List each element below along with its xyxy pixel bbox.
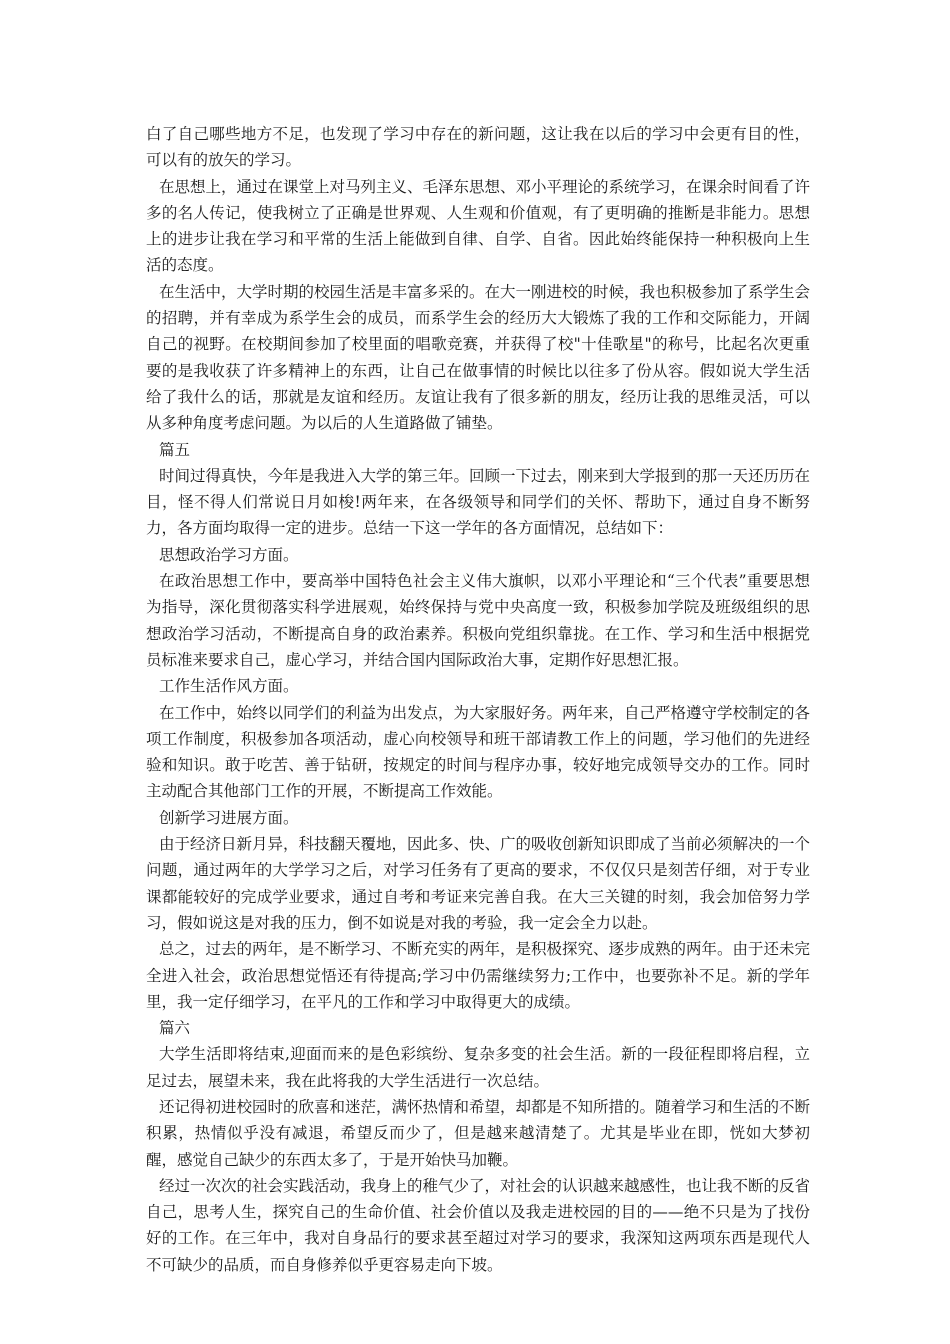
paragraph: 白了自己哪些地方不足，也发现了学习中存在的新问题，这让我在以后的学习中会更有目的性，可以有的放矢的学习。 (146, 125, 810, 170)
paragraph: 在生活中，大学时期的校园生活是丰富多采的。在大一刚进校的时候，我也积极参加了系学生会的招聘，并有幸成为系学生会的成员，而系学生会的经历大大锻炼了我的工作和交际能力，开阔自己的视野。在校期间参加了校里面的唱歌竞赛，并获得了校"十佳歌星"的称号，比起名次更重要的是我收获了许多精神上的东西，让自己在做事情的时候比以往多了份从容。假如说大学生活给了我什么的话，那就是友谊和经历。友谊让我有了很多新的朋友，经历让我的思维灵活，可以从多种角度考虑问题。为以后的人生道路做了铺垫。 (146, 282, 811, 433)
paragraph: 在政治思想工作中，要高举中国特色社会主义伟大旗帜，以邓小平理论和“三个代表”重要思想为指导，深化贯彻落实科学进展观，始终保持与党中央高度一致，积极参加学院及班级组织的思想政治学习活动，不断提高自身的政治素养。积极向党组织靠拢。在工作、学习和生活中根据党员标准来要求自己，虚心学习，并结合国内国际政治大事，定期作好思想汇报。 (146, 572, 810, 669)
paragraph: 总之，过去的两年，是不断学习、不断充实的两年，是积极探究、逐步成熟的两年。由于还未完全进入社会，政治思想觉悟还有待提高;学习中仍需继续努力;工作中，也要弥补不足。新的学年里，我一定仔细学习，在平凡的工作和学习中取得更大的成绩。 (146, 940, 811, 1011)
paragraph: 经过一次次的社会实践活动，我身上的稚气少了，对社会的认识越来越感性，也让我不断的反省自己，思考人生，探究自己的生命价值、社会价值以及我走进校园的目的——绝不只是为了找份好的工作。在三年中，我对自身品行的要求甚至超过对学习的要求，我深知这两项东西是现代人不可缺少的品质，而自身修养似乎更容易走向下坡。 (146, 1176, 811, 1274)
paragraph: 在思想上，通过在课堂上对马列主义、毛泽东思想、邓小平理论的系统学习，在课余时间看了许多的名人传记，使我树立了正确是世界观、人生观和价值观，有了更明确的推断是非能力。思想上的进步让我在学习和平常的生活上能做到自律、自学、自省。因此始终能保持一种积极向上生活的态度。 (146, 177, 811, 275)
section-heading: 工作生活作风方面。 (159, 677, 299, 696)
paragraph: 由于经济日新月异，科技翻天覆地，因此多、快、广的吸收创新知识即成了当前必须解决的一个问题，通过两年的大学学习之后，对学习任务有了更高的要求，不仅仅只是刻苦仔细，对于专业课都能较好的完成学业要求，通过自考和考证来完善自我。在大三关键的时刻，我会加倍努力学习，假如说这是对我的压力，倒不如说是对我的考验，我一定会全力以赴。 (146, 835, 811, 932)
paragraph: 大学生活即将结束,迎面而来的是色彩缤纷、复杂多变的社会生活。新的一段征程即将启程，立足过去，展望未来，我在此将我的大学生活进行一次总结。 (146, 1045, 810, 1090)
paragraph: 时间过得真快，今年是我进入大学的第三年。回顾一下过去，刚来到大学报到的那一天还历历在目，怪不得人们常说日月如梭!两年来，在各级领导和同学们的关怀、帮助下，通过自身不断努力，各方面均取得一定的进步。总结一下这一学年的各方面情况，总结如下： (146, 466, 811, 538)
section-heading: 创新学习进展方面。 (159, 808, 299, 827)
paragraph: 还记得初进校园时的欣喜和迷茫，满怀热情和希望，却都是不知所措的。随着学习和生活的不断积累，热情似乎没有减退，希望反而少了，但是越来越清楚了。尤其是毕业在即，恍如大梦初醒，感觉自己缺少的东西太多了，于是开始快马加鞭。 (146, 1097, 811, 1169)
section-heading: 思想政治学习方面。 (159, 545, 299, 564)
section-heading: 篇五 (159, 440, 191, 459)
section-heading: 篇六 (159, 1019, 191, 1038)
paragraph: 在工作中，始终以同学们的利益为出发点，为大家服好务。两年来，自己严格遵守学校制定的各项工作制度，积极参加各项活动，虚心向校领导和班干部请教工作上的问题，学习他们的先进经验和知识。敢于吃苦、善于钻研，按规定的时间与程序办事，较好地完成领导交办的工作。同时主动配合其他部门工作的开展，不断提高工作效能。 (146, 703, 811, 801)
document-body (146, 121, 810, 1278)
